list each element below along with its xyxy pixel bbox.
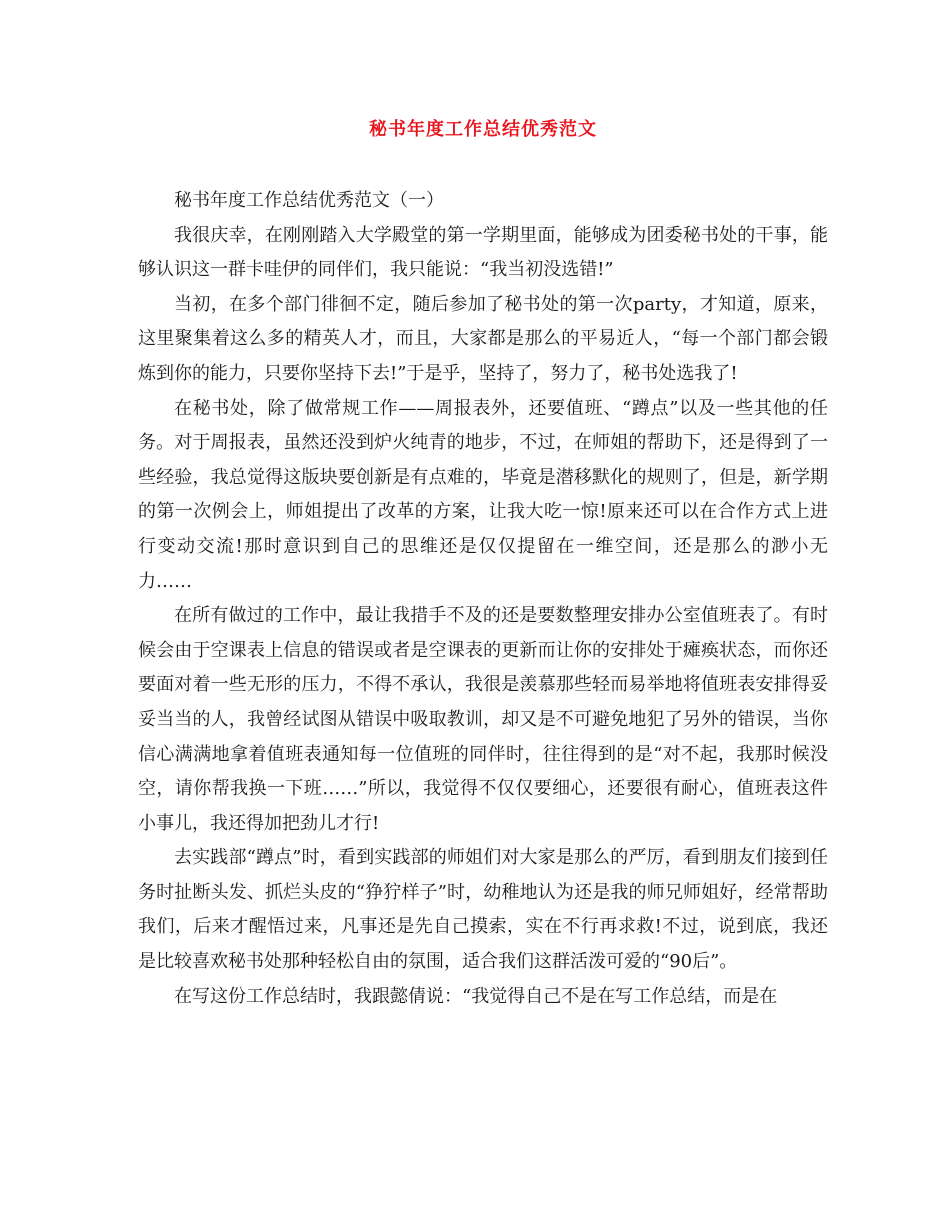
paragraph-1: 我很庆幸，在刚刚踏入大学殿堂的第一学期里面，能够成为团委秘书处的干事，能够认识这一群卡哇伊的同伴们，我只能说：“我当初没选错!” — [138, 224, 828, 281]
paragraph-4: 在所有做过的工作中，最让我措手不及的还是要数整理安排办公室值班表了。有时候会由于空课表上信息的错误或者是空课表的更新而让你的安排处于瘫痪状态，而你还要面对着一些无形的压力，不得不承认，我很是羡慕那些轻而易举地将值班表安排得妥妥当当的人，我曾经试图从错误中吸取教训，却又是不可避免地犯了另外的错误，当你信心满满地拿着值班表通知每一位值班的同伴时，往往得到的是“对不起，我那时候没空，请你帮我换一下班……”所以，我觉得不仅仅要细心，还要很有耐心，值班表这件小事儿，我还得加把劲儿才行! — [138, 605, 828, 834]
paragraph-2: 当初，在多个部门徘徊不定，随后参加了秘书处的第一次party，才知道，原来，这里聚集着这么多的精英人才，而且，大家都是那么的平易近人，“每一个部门都会锻炼到你的能力，只要你坚持下去!”于是乎，坚持了，努力了，秘书处选我了! — [138, 293, 828, 384]
document-page — [138, 118, 828, 1014]
paragraph-3: 在秘书处，除了做常规工作——周报表外，还要值班、“蹲点”以及一些其他的任务。对于周报表，虽然还没到炉火纯青的地步，不过，在师姐的帮助下，还是得到了一些经验，我总觉得这版块要创新是有点难的，毕竟是潜移默化的规则了，但是，新学期的第一次例会上，师姐提出了改革的方案，让我大吃一惊!原来还可以在合作方式上进行变动交流!那时意识到自己的思维还是仅仅提留在一维空间，还是那么的渺小无力…… — [138, 397, 828, 592]
paragraph-subtitle: 秘书年度工作总结优秀范文（一） — [174, 190, 444, 211]
document-title: 秘书年度工作总结优秀范文 — [369, 119, 597, 140]
paragraph-5: 去实践部“蹲点”时，看到实践部的师姐们对大家是那么的严厉，看到朋友们接到任务时扯断头发、抓烂头皮的“狰狞样子”时，幼稚地认为还是我的师兄师姐好，经常帮助我们，后来才醒悟过来，凡事还是先自己摸索，实在不行再求救!不过，说到底，我还是比较喜欢秘书处那种轻松自由的氛围，适合我们这群活泼可爱的“90后”。 — [138, 847, 828, 973]
paragraph-6: 在写这份工作总结时，我跟懿倩说：“我觉得自己不是在写工作总结，而是在 — [174, 985, 778, 1007]
